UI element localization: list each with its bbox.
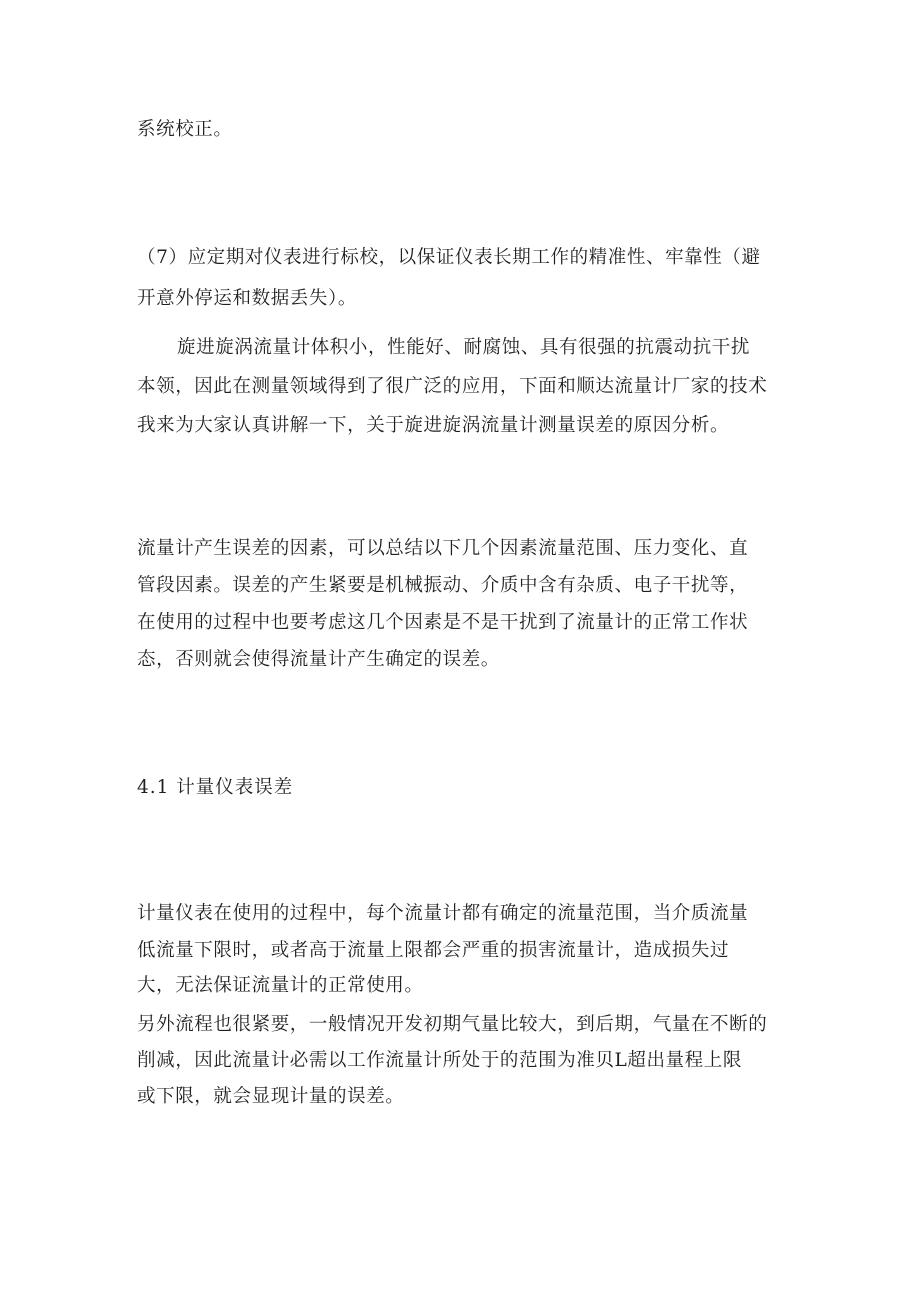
paragraph-line: 旋进旋涡流量计体积小，性能好、耐腐蚀、具有很强的抗震动抗干扰 (177, 337, 751, 358)
paragraph-line: 系统校正。 (137, 119, 233, 140)
paragraph-line: 我来为大家认真讲解一下，关于旋进旋涡流量计测量误差的原因分析。 (137, 415, 730, 436)
paragraph-line: 在使用的过程中也要考虑这几个因素是不是干扰到了流量计的正常工作状 (137, 612, 749, 633)
paragraph-line: （7）应定期对仪表进行标校，以保证仪表长期工作的精准性、牢靠性（避 (137, 247, 761, 268)
paragraph-line: 开意外停运和数据丢失）。 (137, 288, 357, 309)
paragraph-line: 削减，因此流量计必需以工作流量计所处于的范围为准贝L超出量程上限 (137, 1050, 742, 1071)
paragraph-line: 管段因素。误差的产生紧要是机械振动、介质中含有杂质、电子干扰等， (137, 575, 749, 596)
paragraph-line: 本领，因此在测量领域得到了很广泛的应用，下面和顺达流量计厂家的技术 (137, 376, 768, 397)
paragraph-line: 或下限，就会显现计量的误差。 (137, 1086, 405, 1107)
paragraph-line: 低流量下限时，或者高于流量上限都会严重的损害流量计，造成损失过 (137, 940, 730, 961)
section-heading: 4.1 计量仪表误差 (137, 777, 294, 798)
paragraph-line: 计量仪表在使用的过程中，每个流量计都有确定的流量范围，当介质流量 (137, 903, 749, 924)
paragraph-line: 流量计产生误差的因素，可以总结以下几个因素流量范围、压力变化、直 (137, 538, 749, 559)
paragraph-line: 大，无法保证流量计的正常使用。 (137, 975, 424, 996)
paragraph-line: 态，否则就会使得流量计产生确定的误差。 (137, 649, 500, 670)
paragraph-line: 另外流程也很紧要，一般情况开发初期气量比较大，到后期，气量在不断的 (137, 1014, 768, 1035)
